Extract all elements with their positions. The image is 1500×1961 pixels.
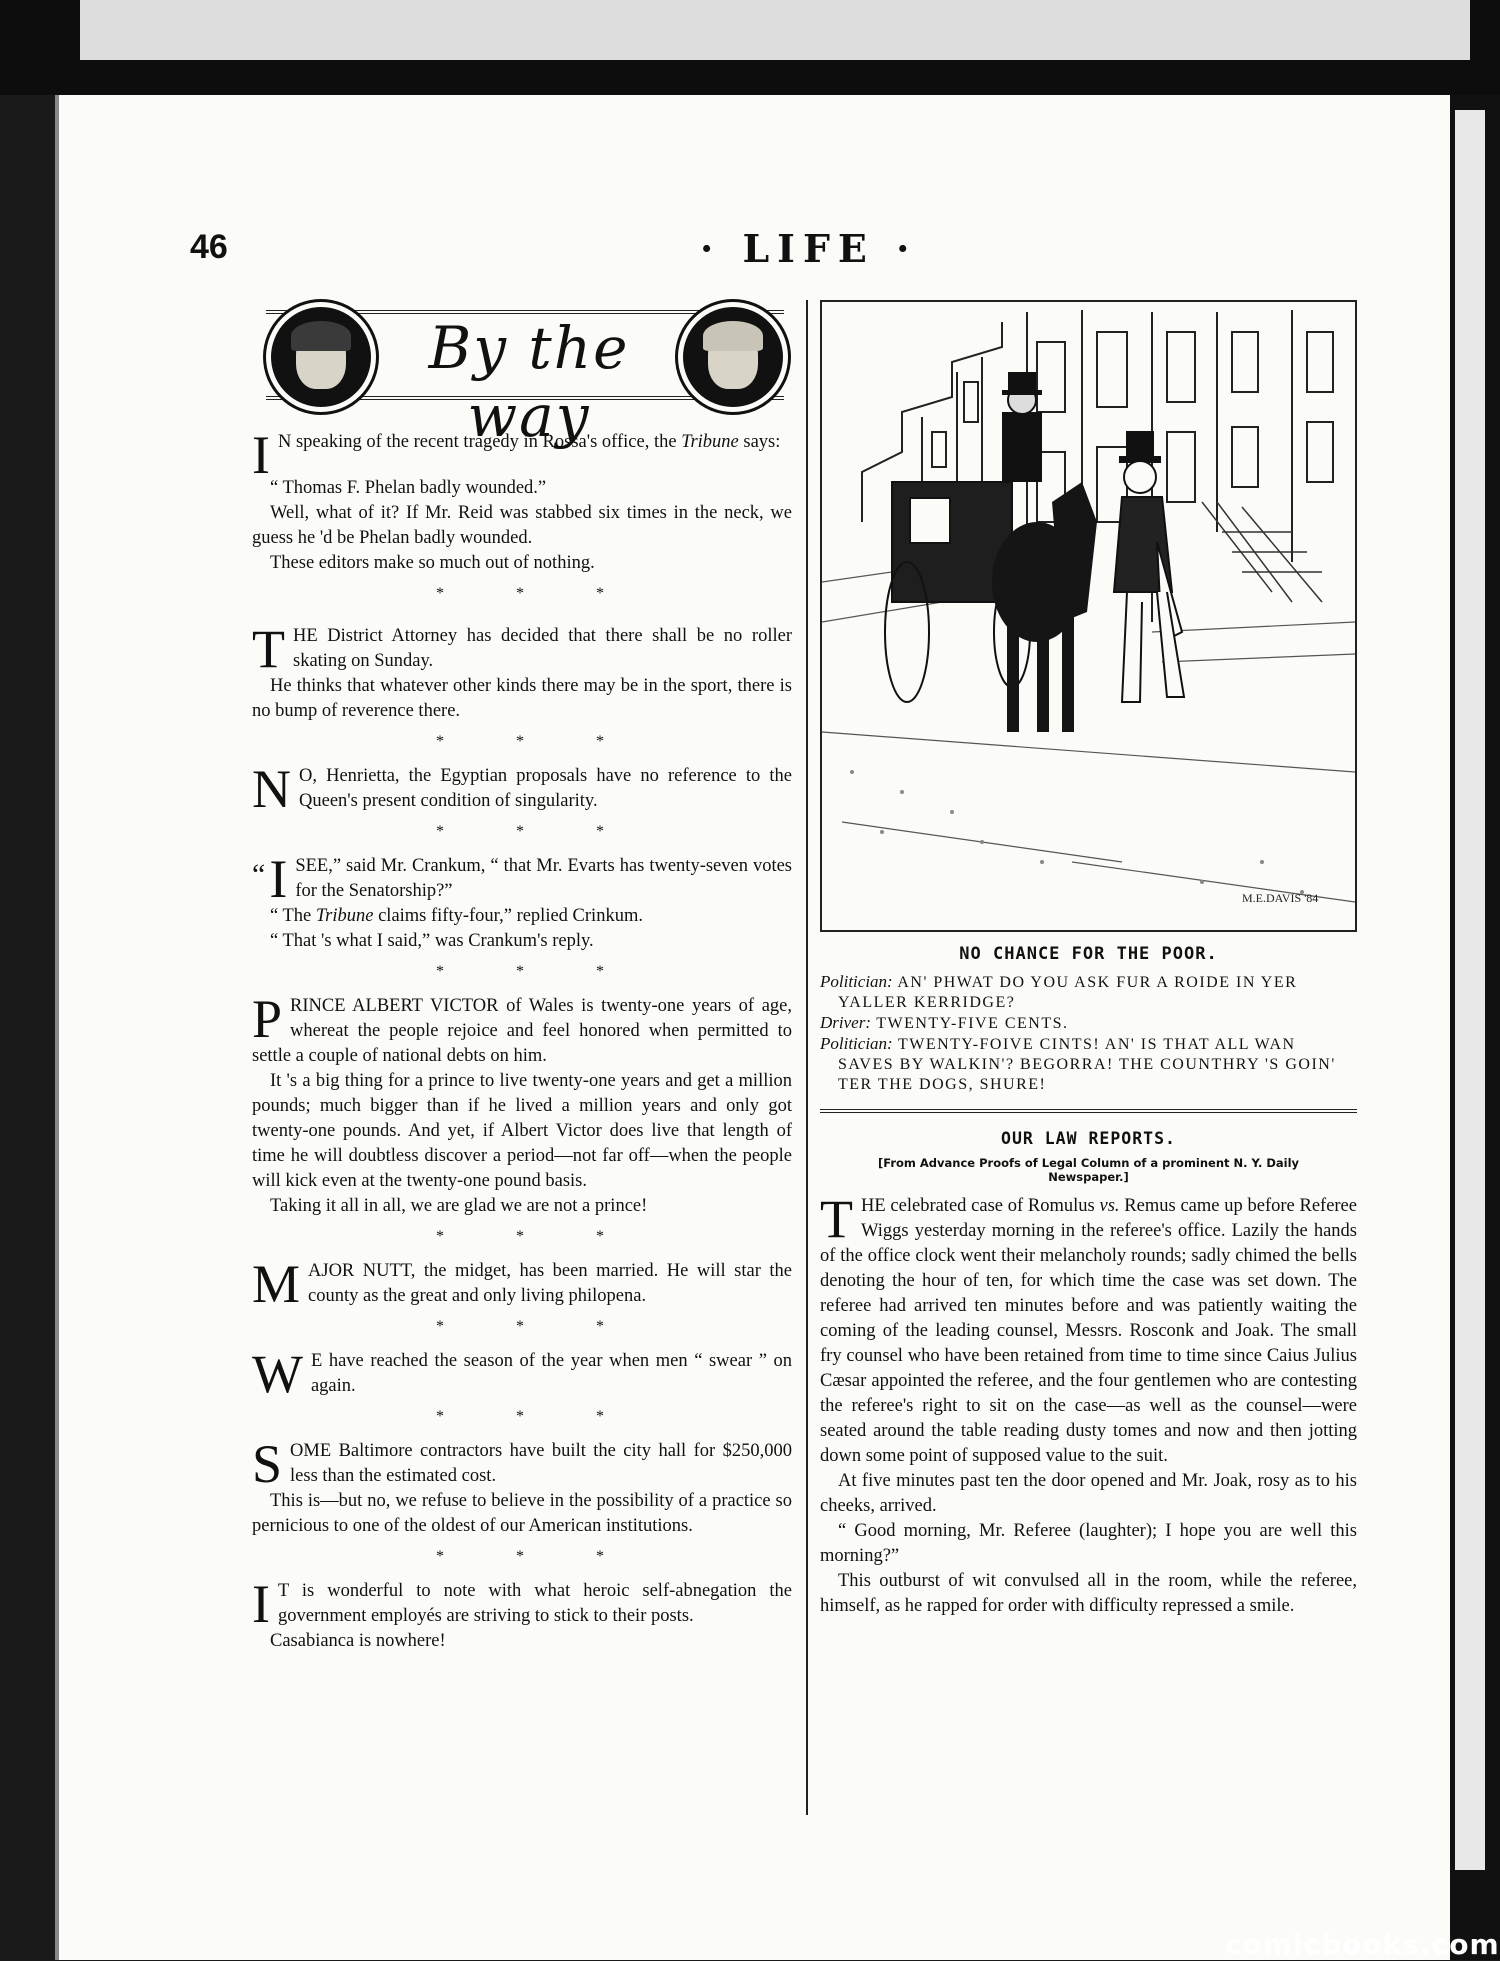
text: vs. — [1099, 1196, 1120, 1216]
text: SEE,” said Mr. Crankum, “ that Mr. Evarts has twenty-seven votes for the Senatorship?” — [295, 856, 792, 901]
paragraph-prince-albert — [252, 989, 792, 1219]
text: says: — [738, 432, 781, 452]
cartoon-title: NO CHANCE FOR THE POOR. — [959, 944, 1218, 964]
watermark: comicbooks.com — [1225, 1928, 1500, 1961]
dialogue-text: TWENTY-FIVE CENTS. — [876, 1015, 1069, 1032]
section-stars: * * * — [436, 1548, 638, 1565]
text-line: This is—but no, we refuse to believe in the possibility of a practice so pernicious to one of the oldest of our American institutions. — [252, 1491, 792, 1536]
section-stars: * * * — [436, 1318, 638, 1335]
artist-signature: M.E.DAVIS '84 — [1242, 891, 1319, 905]
text-line: It 's a big thing for a prince to live twenty-one years and get a million pounds; much bigger than if he lived a million years and only got twenty-one pounds. And yet, if Albert Victor does live that length of time he will doubtless discover a period—not far off—when the people will kick even at the twenty-one pound basis. — [252, 1071, 792, 1191]
paragraph-henrietta — [252, 759, 792, 819]
banner-title: By the way — [428, 314, 630, 450]
dialogue-line — [820, 972, 1357, 1013]
speaker: Politician: — [820, 972, 893, 991]
law-reports-title: OUR LAW REPORTS. — [1001, 1129, 1176, 1148]
text: OME Baltimore contractors have built the city hall for $250,000 less than the estimated cost. — [290, 1441, 792, 1486]
text: E have reached the season of the year when men “ swear ” on again. — [310, 1351, 792, 1396]
drop-cap: S — [252, 1434, 283, 1494]
street-scene-drawing — [822, 302, 1355, 930]
column-rule — [806, 300, 808, 1815]
paragraph-baltimore — [252, 1434, 792, 1539]
paragraph-crankum — [252, 849, 792, 954]
next-page-edge — [1455, 110, 1485, 1870]
paragraph-major-nutt — [252, 1254, 792, 1314]
section-stars: * * * — [436, 823, 638, 840]
text-line: These editors make so much out of nothing. — [270, 553, 595, 573]
drop-cap: I — [269, 849, 288, 909]
text-line — [252, 904, 792, 929]
drop-cap: I — [252, 425, 270, 485]
speaker: Politician: — [820, 1034, 893, 1053]
paragraph-swear — [252, 1344, 792, 1404]
paragraph-district-attorney — [252, 619, 792, 724]
drop-cap: T — [820, 1189, 853, 1249]
text-line: Taking it all in all, we are glad we are not a prince! — [270, 1196, 648, 1216]
section-divider — [820, 1109, 1357, 1117]
right-column — [820, 300, 1357, 1619]
section-stars: * * * — [436, 733, 638, 750]
dialogue-text: TWENTY-FOIVE CINTS! AN' IS THAT ALL WAN SAVES BY WALKIN'? BEGORRA! THE COUNTHRY 'S GOIN' TER THE DOGS, SHURE! — [838, 1036, 1336, 1093]
text: T is wonderful to note with what heroic self-abnegation the government employés are striving to stick to their posts. — [277, 1581, 792, 1626]
section-stars: * * * — [436, 963, 638, 980]
section-stars: * * * — [436, 1228, 638, 1245]
text-line: This outburst of wit convulsed all in the room, while the referee, himself, as he rapped for order with difficulty repressed a smile. — [820, 1571, 1357, 1616]
page-number: 46 — [190, 228, 228, 266]
text: AJOR NUTT, the midget, has been married. He will star the county as the great and only living philopena. — [308, 1261, 792, 1306]
text-line: Casabianca is nowhere! — [270, 1631, 446, 1651]
drop-cap: T — [252, 619, 285, 679]
drop-cap: I — [252, 1574, 270, 1634]
dialogue-line — [820, 1034, 1357, 1095]
text-line: “ That 's what I said,” was Crankum's reply. — [270, 931, 594, 951]
drop-cap: W — [252, 1344, 303, 1404]
cartoon-dialogue — [820, 972, 1357, 1095]
text-line: Well, what of it? If Mr. Reid was stabbed six times in the neck, we guess he 'd be Phelan badly wounded. — [252, 503, 792, 548]
left-column — [252, 300, 792, 1654]
text-line: He thinks that whatever other kinds there may be in the sport, there is no bump of reverence there. — [252, 676, 792, 721]
text: HE celebrated case of Romulus — [861, 1196, 1100, 1216]
text-line: At five minutes past ten the door opened and Mr. Joak, rosy as to his cheeks, arrived. — [820, 1471, 1357, 1516]
newspaper-name: Tribune — [681, 432, 739, 452]
open-quote: “ — [252, 858, 266, 891]
dialogue-text: AN' PHWAT DO YOU ASK FUR A ROIDE IN YER YALLER KERRIDGE? — [838, 974, 1298, 1011]
section-stars: * * * — [436, 1408, 638, 1425]
text: RINCE ALBERT VICTOR of Wales is twenty-one years of age, whereat the people rejoice and feel honored when permitted to settle a couple of national debts on him. — [252, 996, 792, 1066]
drop-cap: P — [252, 989, 283, 1049]
paragraph-rossa — [252, 425, 792, 576]
law-reports-subhead: [From Advance Proofs of Legal Column of a prominent N. Y. Daily Newspaper.] — [877, 1156, 1300, 1184]
cartoon-illustration — [820, 300, 1357, 932]
text: Remus came up before Referee Wiggs yesterday morning in the referee's office. Lazily the hands of the office clock went their melancholy rounds; sadly chimed the bells denoting the hour of ten, for which time the case was set down. The referee had arrived ten minutes before and was patiently waiting the coming of the leading counsel, Messrs. Rosconk and Joak. The small fry counsel who have been retained from time to time since Caius Julius Cæsar appointed the referee, and the four gentlemen who are contesting the referee's right to sit on the case—as well as the counsel—were seated around the table reading dusty tomes and now and then jotting down some point of supposed value to the suit. — [820, 1196, 1357, 1466]
text: HE District Attorney has decided that there shall be no roller skating on Sunday. — [293, 626, 792, 671]
man-portrait-medallion — [678, 302, 788, 412]
text: O, Henrietta, the Egyptian proposals have no reference to the Queen's present condition of singularity. — [299, 766, 792, 811]
masthead: · LIFE · — [700, 226, 918, 271]
section-stars: * * * — [436, 585, 638, 602]
text: N speaking of the recent tragedy in Rossa's office, the — [277, 432, 677, 452]
previous-page-edge — [80, 0, 1470, 60]
law-report-body — [820, 1189, 1357, 1619]
text: claims fifty-four,” replied Crinkum. — [373, 906, 643, 926]
speaker: Driver: — [820, 1013, 871, 1032]
text-line: “ Good morning, Mr. Referee (laughter); I hope you are well this morning?” — [820, 1521, 1357, 1566]
text: “ The — [270, 906, 316, 926]
text-line: “ Thomas F. Phelan badly wounded.” — [270, 478, 547, 498]
drop-cap: N — [252, 759, 291, 819]
dialogue-line — [820, 1013, 1357, 1034]
paragraph-self-abnegation — [252, 1574, 792, 1654]
newspaper-name: Tribune — [315, 906, 374, 926]
drop-cap: M — [252, 1254, 301, 1314]
woman-portrait-medallion — [266, 302, 376, 412]
